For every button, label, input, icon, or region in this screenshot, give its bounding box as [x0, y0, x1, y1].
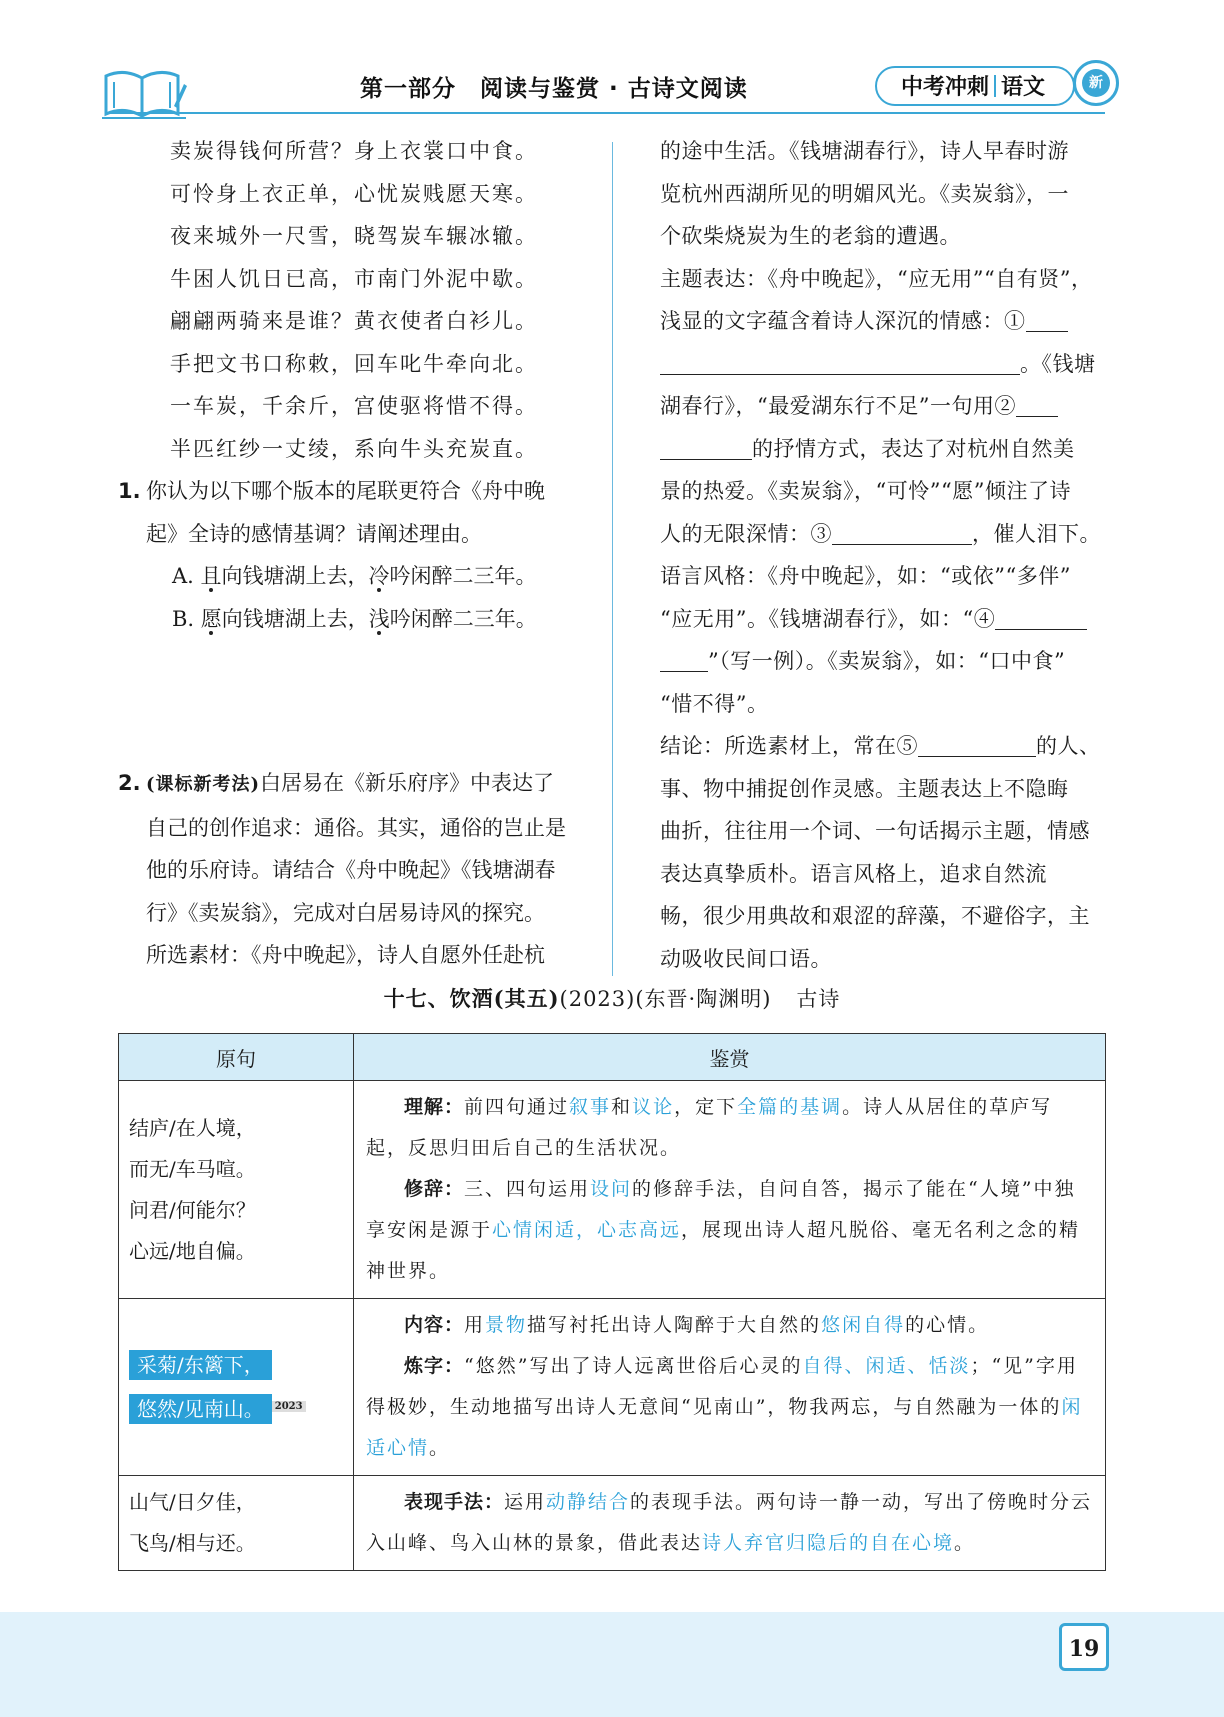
- verse-line: 山气/日夕佳，: [129, 1490, 256, 1514]
- poem-author: (东晋·陶渊明): [635, 987, 772, 1011]
- verse-line: [129, 1386, 343, 1431]
- note-text: 运用: [504, 1491, 547, 1513]
- appreciation-cell: [354, 1081, 1106, 1299]
- question-text: 所选素材：《舟中晚起》，诗人自愿外任赴杭: [146, 943, 545, 967]
- series-badge: [875, 66, 1075, 106]
- badge-series: 中考冲刺: [901, 75, 990, 100]
- question-number: 2.: [118, 771, 141, 795]
- question-tag: (课标新考法): [146, 774, 261, 795]
- highlight-text: 设问: [590, 1178, 633, 1200]
- highlight-text: 动静结合: [546, 1491, 631, 1513]
- highlight-text: 悠闲自得: [821, 1314, 906, 1336]
- poem-line: 翩翩两骑来是谁？黄衣使者白衫儿。: [170, 309, 538, 333]
- verse-line: 问君/何能尔？: [129, 1197, 256, 1222]
- appreciation-cell: [354, 1476, 1106, 1571]
- exam-year-badge: 2023: [272, 1401, 306, 1412]
- note-text: ，定下: [674, 1096, 738, 1118]
- answer-blank-2a[interactable]: [1016, 386, 1058, 417]
- note-text: 的修辞手法，自问自答，揭示了能在“人境”中独享安闲是源于: [366, 1178, 1076, 1241]
- text-part: 浅显的文字蕴含着诗人深沉的情感：①: [660, 309, 1026, 333]
- option-a: [172, 555, 598, 598]
- text-line: [660, 640, 1105, 683]
- question-text: 行》《卖炭翁》，完成对白居易诗风的探究。: [146, 900, 545, 925]
- text-line: [660, 385, 1105, 428]
- verse-line: 心远/地自偏。: [129, 1238, 256, 1263]
- text-part: 人的无限深情：③: [660, 521, 832, 546]
- text-line: 景的热爱。《卖炭翁》，“可怜”“愿”倾注了诗: [660, 479, 1071, 503]
- text-line: “惜不得”。: [660, 691, 769, 716]
- page-title: 第一部分 阅读与鉴赏 · 古诗文阅读: [360, 76, 748, 102]
- text-part: ”（写一例）。《卖炭翁》，如：“口中食”: [708, 649, 1066, 673]
- question-text: 你认为以下哪个版本的尾联更符合《舟中晚: [146, 479, 545, 503]
- poem-line: 牛困人饥日已高，市南门外泥中歇。: [170, 266, 538, 291]
- text-line: [660, 513, 1105, 556]
- note-text: 用: [464, 1314, 486, 1336]
- highlight-text: 全篇的基调: [737, 1096, 843, 1118]
- text-line: 的途中生活。《钱塘湖春行》，诗人早春时游: [660, 139, 1069, 163]
- page-footer: [0, 1612, 1224, 1717]
- left-column: [118, 130, 598, 977]
- logo-glyph: 新: [1082, 69, 1110, 97]
- header-rule: [105, 112, 1105, 114]
- poem-line: 手把文书口称敕，回车叱牛牵向北。: [170, 351, 538, 376]
- note-label: 炼字：: [404, 1355, 465, 1377]
- option-b: [172, 598, 598, 641]
- verse-line: 结庐/在人境，: [129, 1115, 256, 1140]
- page-header: [0, 0, 1224, 130]
- note-label: 理解：: [404, 1096, 465, 1118]
- note-text: ，展现出诗人超凡脱俗、毫无名利之念的精神世界。: [366, 1219, 1081, 1282]
- text-line: 语言风格：《舟中晚起》，如：“或依”“多伴”: [660, 564, 1071, 588]
- table-row: [119, 1476, 1106, 1571]
- appreciation-para: [366, 1346, 1093, 1469]
- page-number: 19: [1059, 1623, 1109, 1671]
- option-text: 向钱塘湖上去，: [221, 564, 369, 588]
- text-line: 曲折，往往用一个词、一句话揭示主题，情感: [660, 819, 1090, 843]
- text-part: 的人、: [1036, 734, 1101, 758]
- question-text-part: 白居易在《新乐府序》中表达了: [260, 771, 555, 795]
- text-part: “应无用”。《钱塘湖春行》，如：“④: [660, 606, 996, 631]
- poem-line: 卖炭得钱何所营？身上衣裳口中食。: [170, 139, 538, 163]
- column-header-appreciation: 鉴赏: [354, 1034, 1106, 1081]
- right-column: [660, 130, 1105, 980]
- question-text: 起》全诗的感情基调？请阐述理由。: [146, 521, 482, 546]
- appreciation-para: [366, 1169, 1093, 1292]
- column-header-original: 原句: [119, 1034, 354, 1081]
- appreciation-para: [366, 1305, 1093, 1346]
- note-text: 描写衬托出诗人陶醉于大自然的: [527, 1314, 822, 1336]
- appreciation-table: [118, 1033, 1106, 1571]
- emphasis-char: 且: [200, 564, 222, 588]
- appreciation-para: [366, 1087, 1093, 1169]
- text-line: 事、物中捕捉创作灵感。主题表达上不隐晦: [660, 776, 1069, 801]
- text-part: 湖春行》，“最爱湖东行不足”一句用②: [660, 394, 1016, 418]
- answer-blank-4a[interactable]: [995, 599, 1087, 630]
- exam-year: (2023): [559, 987, 636, 1011]
- verse-line: 飞鸟/相与还。: [129, 1531, 256, 1555]
- answer-blank-2b[interactable]: [660, 429, 752, 460]
- original-verse-cell: [119, 1081, 354, 1299]
- poem-line: 一车炭，千余斤，宫使驱将惜不得。: [170, 394, 538, 418]
- question-number: 1.: [118, 479, 141, 503]
- note-text: 。诗人从居住的草庐写起，反思归田后自己的生活状况。: [366, 1096, 1053, 1159]
- note-text: 的心情。: [905, 1314, 990, 1336]
- highlight-text: 叙事: [569, 1096, 612, 1118]
- text-part: ，催人泪下。: [972, 521, 1101, 546]
- text-line: [660, 300, 1105, 343]
- badge-subject: 语文: [1001, 75, 1046, 100]
- column-divider: [612, 142, 613, 976]
- answer-blank-1b[interactable]: [660, 344, 1020, 375]
- highlight-text: 议论: [632, 1096, 675, 1118]
- note-label: 修辞：: [404, 1178, 465, 1200]
- option-text: 向钱塘湖上去，: [221, 606, 369, 631]
- answer-blank-4b[interactable]: [660, 641, 708, 672]
- option-text: 吟闲醉二三年。: [389, 606, 537, 631]
- text-line: 动吸收民间口语。: [660, 946, 832, 971]
- note-text: “悠然”写出了诗人远离世俗后心灵的: [464, 1355, 803, 1377]
- verse-line: [129, 1344, 343, 1386]
- appreciation-para: [366, 1482, 1093, 1564]
- text-line: [660, 725, 1105, 768]
- option-label: B.: [172, 606, 201, 631]
- note-text: 前四句通过: [464, 1096, 570, 1118]
- highlight-text: 诗人弃官归隐后的自在心境: [702, 1532, 955, 1554]
- text-line: [660, 343, 1105, 386]
- note-text: 和: [611, 1096, 633, 1118]
- question-1: [118, 470, 598, 640]
- highlight-text: 景物: [485, 1314, 528, 1336]
- highlight-text: 自得、闲适、恬淡: [802, 1355, 971, 1377]
- note-text: ；“见”字用得极妙，生动地描写出诗人无意间“见南山”，物我两忘，与自然融为一体的: [366, 1355, 1078, 1418]
- poem-line: 半匹红纱一丈绫，系向牛头充炭直。: [170, 436, 538, 461]
- poem-line: 可怜身上衣正单，心忧炭贱愿天寒。: [170, 181, 538, 206]
- text-line: [660, 598, 1105, 641]
- question-text: [146, 762, 598, 807]
- highlight-text: 闲适心情: [366, 1396, 1083, 1459]
- text-line: 表达真挚质朴。语言风格上，追求自然流: [660, 861, 1047, 886]
- answer-blank-5[interactable]: [918, 726, 1036, 757]
- highlighted-verse: 悠然/见南山。: [129, 1394, 272, 1424]
- note-text: 。: [954, 1532, 976, 1554]
- text-part: 。《钱塘: [1020, 351, 1096, 376]
- option-text: 吟闲醉二三年。: [389, 564, 537, 588]
- text-part: 结论：所选素材上，常在⑤: [660, 734, 918, 758]
- option-label: A.: [172, 564, 201, 588]
- poem-excerpt: [118, 130, 598, 470]
- poem-line: 夜来城外一尺雪，晓驾炭车辗冰辙。: [170, 224, 538, 248]
- text-part: 的抒情方式，表达了对杭州自然美: [752, 436, 1075, 461]
- question-text: 他的乐府诗。请结合《舟中晚起》《钱塘湖春: [146, 858, 556, 882]
- note-text: 的表现手法。两句诗一静一动，写出了傍晚时分云入山峰、鸟入山林的景象，借此表达: [366, 1491, 1093, 1554]
- highlighted-verse: 采菊/东篱下，: [129, 1350, 272, 1380]
- emphasis-char: 愿: [200, 606, 222, 631]
- table-row: [119, 1299, 1106, 1476]
- section-title: [0, 983, 1224, 1013]
- note-label: 内容：: [404, 1314, 465, 1336]
- text-line: 览杭州西湖所见的明媚风光。《卖炭翁》，一: [660, 181, 1069, 206]
- note-label: 表现手法：: [404, 1491, 505, 1513]
- poem-genre: 古诗: [796, 987, 841, 1011]
- emphasis-char: 冷: [368, 564, 390, 588]
- text-line: 畅，很少用典故和艰涩的辞藻，不避俗字，主: [660, 904, 1090, 928]
- text-line: 个砍柴烧炭为生的老翁的遭遇。: [660, 224, 961, 248]
- answer-blank-1a[interactable]: [1026, 301, 1068, 332]
- original-verse-cell: [119, 1476, 354, 1571]
- table-header-row: [119, 1034, 1106, 1081]
- new-logo-icon: [1073, 60, 1119, 106]
- answer-blank-3[interactable]: [832, 514, 972, 545]
- verse-line: 而无/车马喧。: [129, 1156, 256, 1181]
- question-2: [118, 762, 598, 977]
- poem-title: 十七、饮酒(其五): [383, 986, 560, 1011]
- text-line: 主题表达：《舟中晚起》，“应无用”“自有贤”，: [660, 266, 1093, 291]
- emphasis-char: 浅: [368, 606, 390, 631]
- original-verse-cell: [119, 1299, 354, 1476]
- appreciation-cell: [354, 1299, 1106, 1476]
- question-text: 自己的创作追求：通俗。其实，通俗的岂止是: [146, 815, 566, 840]
- table-row: [119, 1081, 1106, 1299]
- text-line: [660, 428, 1105, 471]
- note-text: 三、四句运用: [464, 1178, 591, 1200]
- highlight-text: 心情闲适，心志高远: [492, 1219, 682, 1241]
- badge-separator: [994, 75, 996, 97]
- note-text: 。: [429, 1437, 451, 1459]
